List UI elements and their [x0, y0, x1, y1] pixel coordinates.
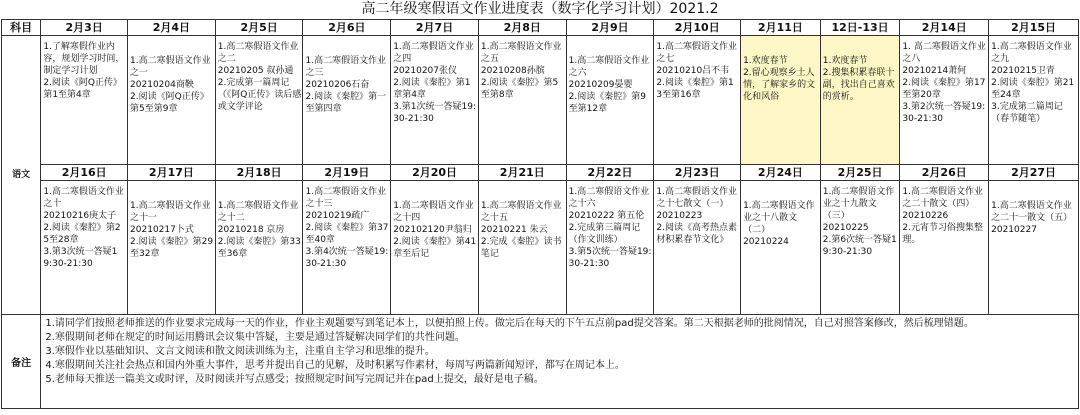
- task-cell: 1.高二寒假语文作业之五 20210208孙膑 2.阅读《秦腔》第5至第8章: [480, 42, 562, 100]
- task-cell: 1.高二寒假语文作业之十七散文（一） 20210223 2.阅读《高考热点素材积累春节文化》: [656, 187, 737, 245]
- task-cell: 1.高二寒假语文作业之十六 20210222 第五伦 2.完成第三篇周记（作文训练） 3.第5次统一答疑19:30-21:30: [568, 187, 652, 269]
- date-cell: 12日-13日: [820, 20, 900, 36]
- date-cell: 2月27日: [989, 165, 1079, 181]
- date-cell: 2月3日: [41, 20, 128, 36]
- page-title: 高二年级寒假语文作业进度表（数字化学习计划）2021.2: [361, 1, 719, 17]
- date-cell: 2月9日: [566, 20, 654, 36]
- subject-label: 语文: [2, 36, 41, 315]
- note-line: 3.寒假作业以基础知识、文言文阅读和散文阅读训练为主，注重自主学习和思维的提升。: [45, 346, 435, 357]
- date-cell: 2月16日: [41, 165, 128, 181]
- date-cell: 2月8日: [478, 20, 566, 36]
- date-cell: 2月25日: [820, 165, 900, 181]
- date-cell: 2月24日: [741, 165, 821, 181]
- task-cell: 1.高二寒假语文作业之十三 20210219疏广 2.阅读《秦腔》第37至40章 3.第4次统一答疑19:30-21:30: [305, 187, 389, 269]
- task-cell: 1.高二寒假语文作业之十四 202102120尹翁归 2.阅读《秦腔》第41章至后记: [393, 201, 477, 259]
- task-cell: 1.了解寒假作业内容，规划学习时间，制定学习计划 2.阅读《阿Q正传》第1至第4章: [43, 42, 125, 100]
- task-cell: 1.高二寒假语文作业之十九散文（三） 20210225 2.第6次统一答疑19:30-21:30: [822, 187, 897, 257]
- date-cell: 2月18日: [215, 165, 303, 181]
- task-cell: 1.高二寒假语文作业之六 20210209晏婴 2.阅读《秦腔》第9至第12章: [568, 56, 650, 114]
- date-cell: 2月19日: [303, 165, 391, 181]
- task-cell: 1.高二寒假语文作业之四 20210207张仪 2.阅读《秦腔》第1章第4章 3.第1次统一答疑19:30-21:30: [393, 42, 477, 124]
- date-cell: 2月11日: [741, 20, 821, 36]
- task-cell: 1.高二寒假语文作业之十 20210216庚太子 2.阅读《秦腔》第25至28章 3.第3次统一答疑19:30-21:30: [43, 187, 124, 269]
- task-cell: 1.高二寒假语文作业之十八散文（二） 20210224: [743, 201, 815, 247]
- date-cell: 2月26日: [900, 165, 989, 181]
- task-cell: 1.高二寒假语文作业之二十一散文（五） 20210227: [991, 201, 1073, 235]
- date-cell: 2月20日: [391, 165, 479, 181]
- date-cell: 2月7日: [391, 20, 479, 36]
- schedule-table: [1, 19, 1079, 409]
- task-cell: 1.高二寒假语文作业之九 20210215卫青 2.阅读《秦腔》第21至24章 3.完成第二篇周记（春节随笔）: [991, 42, 1075, 124]
- note-line: 5.老师每天推送一篇美文或时评，及时阅读并写点感受；按照规定时间写完周记并在pad上提交，最好是电子稿。: [45, 374, 544, 385]
- note-line: 2.寒假期间老师在规定的时间运用腾讯会议集中答疑，主要是通过答疑解决同学们的共性问题。: [45, 332, 465, 343]
- task-cell: 1.高二寒假语文作业之十五 20210221 朱云 2.完成《秦腔》读书笔记: [480, 201, 562, 259]
- task-cell: 1.高二寒假语文作业之二十散文（四） 20210226 2.元宵节习俗搜集整理。: [902, 187, 983, 245]
- date-cell: 2月17日: [128, 165, 216, 181]
- notes-label: 备注: [2, 315, 41, 409]
- week2-task-row: [2, 181, 1079, 315]
- notes-cell: [41, 315, 1079, 409]
- week2-date-row: [2, 165, 1079, 181]
- task-cell: 1.高二寒假语文作业之十二 20210218 京房 2.阅读《秦腔》第33至36章: [217, 201, 301, 259]
- task-cell: 1.高二寒假语文作业之一 20210204商鞅 2.阅读《阿Q正传》第5至第9章: [130, 56, 211, 114]
- task-cell: 1.高二寒假语文作业之十一 20210217卜式 2.阅读《秦腔》第29至32章: [130, 201, 214, 259]
- date-cell: 2月5日: [215, 20, 303, 36]
- holiday-task-cell: 1.欢度春节 2.留心观察乡土人情，了解家乡的文化和风俗: [743, 56, 816, 102]
- subject-header: 科目: [2, 20, 41, 36]
- date-cell: 2月22日: [566, 165, 654, 181]
- task-cell: 1.高二寒假语文作业之七 20210210吕不韦 2.阅读《秦腔》第13至第16章: [656, 42, 737, 100]
- date-cell: 2月6日: [303, 20, 391, 36]
- date-cell: 2月14日: [900, 20, 989, 36]
- date-cell: 2月10日: [654, 20, 741, 36]
- notes-row: [2, 315, 1079, 409]
- holiday-task-cell: 1.欢度春节 2.搜集积累春联十副，找出自己喜欢的赏析。: [822, 56, 895, 102]
- date-cell: 2月21日: [478, 165, 566, 181]
- note-line: 4.寒假期间关注社会热点和国内外重大事件，思考并提出自己的见解，及时积累写作素材，每周写两篇新闻短评，都写在周记本上。: [45, 360, 625, 371]
- week1-date-row: [2, 20, 1079, 36]
- week1-task-row: [2, 36, 1079, 165]
- date-cell: 2月23日: [654, 165, 741, 181]
- task-cell: 1.高二寒假语文作业之二 20210205 叔孙通 2.完成第一篇周记（《阿Q正传》读后感或文学评论: [217, 42, 302, 112]
- task-cell: 1. 高二寒假语文作业之八 20210214萧何 2.阅读《秦腔》第17至第20章 3.第2次统一答疑19:30-21:30: [902, 42, 986, 124]
- date-cell: 2月4日: [128, 20, 216, 36]
- note-line: 1.请同学们按照老师推送的作业要求完成每一天的作业，作业主观题要写到笔记本上，以便拍照上传。做完后在每天的下午五点前pad提交答案。第二天根据老师的批阅情况，自己对照答案修改，然后梳理错题。: [45, 318, 974, 329]
- date-cell: 2月15日: [989, 20, 1079, 36]
- task-cell: 1.高二寒假语文作业之三 20210206石奋 2.阅读《秦腔》第一至第四章: [305, 56, 387, 114]
